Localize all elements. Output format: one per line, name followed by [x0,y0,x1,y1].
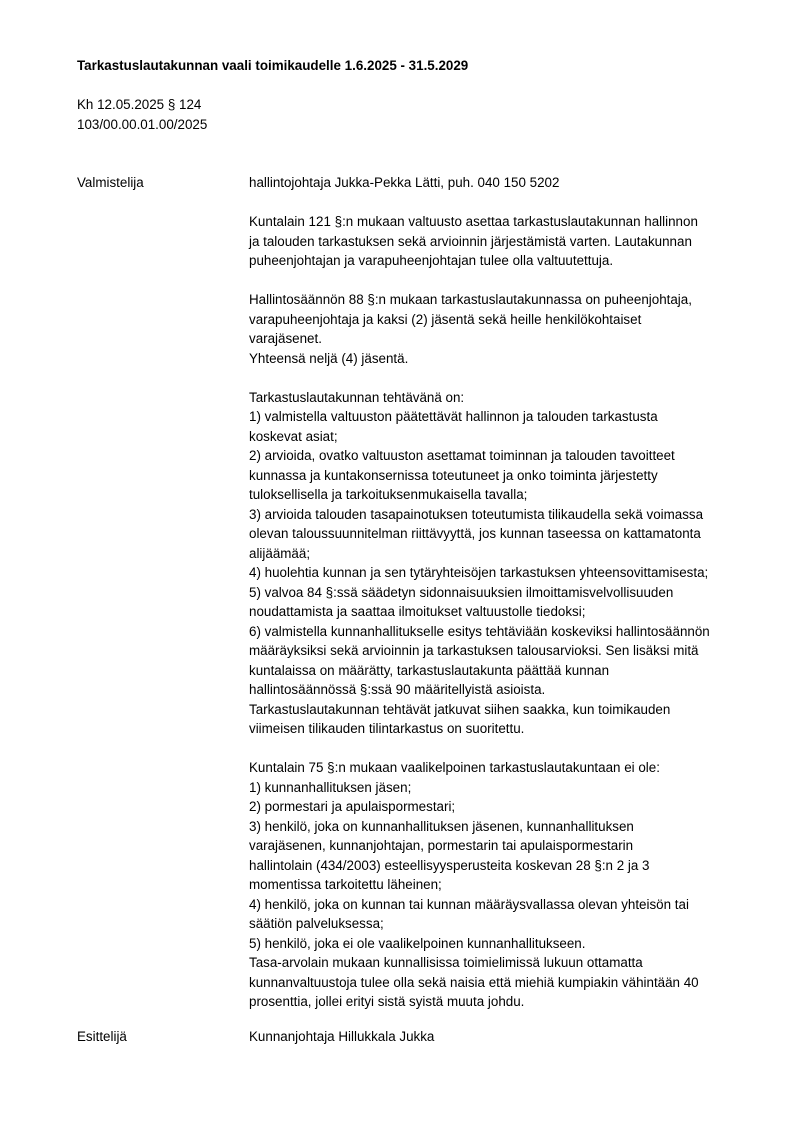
text-line: alijäämää; [249,545,311,561]
body-text [249,212,759,1012]
meeting-reference: Kh 12.05.2025 § 124 [77,97,202,112]
text-line: hallintolain (434/2003) esteellisyysperusteita koskevan 28 §:n 2 ja 3 [249,857,650,873]
text-line: puheenjohtajan ja varapuheenjohtajan tulee olla valtuutettuja. [249,253,614,268]
paragraph [249,758,759,1012]
paragraph-gap [249,271,759,291]
text-line: varajäsenen, kunnanjohtajan, pormestarin tai apulaispormestarin [249,838,634,853]
text-line: määräyksiksi sekä arvioinnin ja tarkastuksen talousarvioksi. Sen lisäksi mitä [249,643,699,658]
paragraph [249,212,759,271]
text-line: 3) henkilö, joka on kunnanhallituksen jäsenen, kunnanhallituksen [249,818,634,834]
text-line: Tarkastuslautakunnan tehtävät jatkuvat siihen saakka, kun toimikauden [249,701,671,717]
presenter-label: Esittelijä [77,1029,127,1044]
text-line: varapuheenjohtaja ja kaksi (2) jäsentä sekä heille henkilökohtaiset [249,311,642,327]
text-line: kuntalaissa on määrätty, tarkastuslautakunta päättää kunnan [249,662,610,678]
text-line: 4) henkilö, joka on kunnan tai kunnan määräysvallassa olevan yhteisön tai [249,896,689,912]
text-line: tuloksellisella ja tarkoituksenmukaisella tavalla; [249,487,528,502]
text-line: 5) henkilö, joka ei ole vaalikelpoinen kunnanhallitukseen. [249,935,586,951]
text-line: 6) valmistella kunnanhallitukselle esitys tehtäviään koskeviksi hallintosäännön [249,623,710,639]
text-line: noudattamista ja saattaa ilmoitukset valtuustolle tiedoksi; [249,604,586,619]
text-line: Kuntalain 121 §:n mukaan valtuusto asettaa tarkastuslautakunnan hallinnon [249,214,698,229]
text-line: koskevat asiat; [249,428,338,444]
text-line: olevan taloussuunnitelman riittävyyttä, jos kunnan taseessa on kattamatonta [249,526,701,541]
text-line: hallintosäännössä §:ssä 90 määritellyistä asioista. [249,682,546,697]
text-line: momentissa tarkoitettu läheinen; [249,877,442,892]
text-line: Yhteensä neljä (4) jäsentä. [249,350,409,366]
text-line: 4) huolehtia kunnan ja sen tytäryhteisöjen tarkastuksen yhteensovittamisesta; [249,565,709,580]
text-line: Kuntalain 75 §:n mukaan vaalikelpoinen tarkastuslautakuntaan ei ole: [249,760,660,775]
text-line: prosenttia, jollei erityi sistä syistä muuta johdu. [249,994,525,1009]
text-line: kunnassa ja kuntakonsernissa toteutuneet ja onko toiminta järjestetty [249,467,658,483]
presenter-value: Kunnanjohtaja Hillukkala Jukka [249,1029,435,1044]
paragraph-gap [249,739,759,759]
text-line: viimeisen tilikauden tilintarkastus on suoritettu. [249,721,525,736]
case-number: 103/00.00.01.00/2025 [77,117,208,132]
text-line: 2) pormestari ja apulaispormestari; [249,799,456,814]
text-line: Hallintosäännön 88 §:n mukaan tarkastuslautakunnassa on puheenjohtaja, [249,292,692,307]
text-line: säätiön palveluksessa; [249,916,384,931]
document-title: Tarkastuslautakunnan vaali toimikaudelle 1.6.2025 - 31.5.2029 [77,58,469,73]
text-line: Tasa-arvolain mukaan kunnallisissa toimielimissä lukuun ottamatta [249,955,643,970]
preparer-label: Valmistelija [77,175,144,190]
text-line: kunnanvaltuustoja tulee olla sekä naisia että miehiä kumpiakin vähintään 40 [249,974,699,990]
text-line: 1) kunnanhallituksen jäsen; [249,779,412,795]
preparer-value: hallintojohtaja Jukka-Pekka Lätti, puh. 040 150 5202 [249,175,560,190]
text-line: 5) valvoa 84 §:ssä säädetyn sidonnaisuuksien ilmoittamisvelvollisuuden [249,584,674,600]
text-line: 2) arvioida, ovatko valtuuston asettamat toiminnan ja talouden tavoitteet [249,448,675,463]
text-line: varajäsenet. [249,331,322,346]
paragraph-gap [249,368,759,388]
text-line: 3) arvioida talouden tasapainotuksen toteutumista tilikaudella sekä voimassa [249,506,704,522]
text-line: Tarkastuslautakunnan tehtävänä on: [249,389,465,405]
text-line: ja talouden tarkastuksen sekä arvioinnin järjestämistä varten. Lautakunnan [249,233,692,249]
paragraph [249,290,759,368]
paragraph [249,388,759,739]
text-line: 1) valmistella valtuuston päätettävät hallinnon ja talouden tarkastusta [249,409,658,424]
